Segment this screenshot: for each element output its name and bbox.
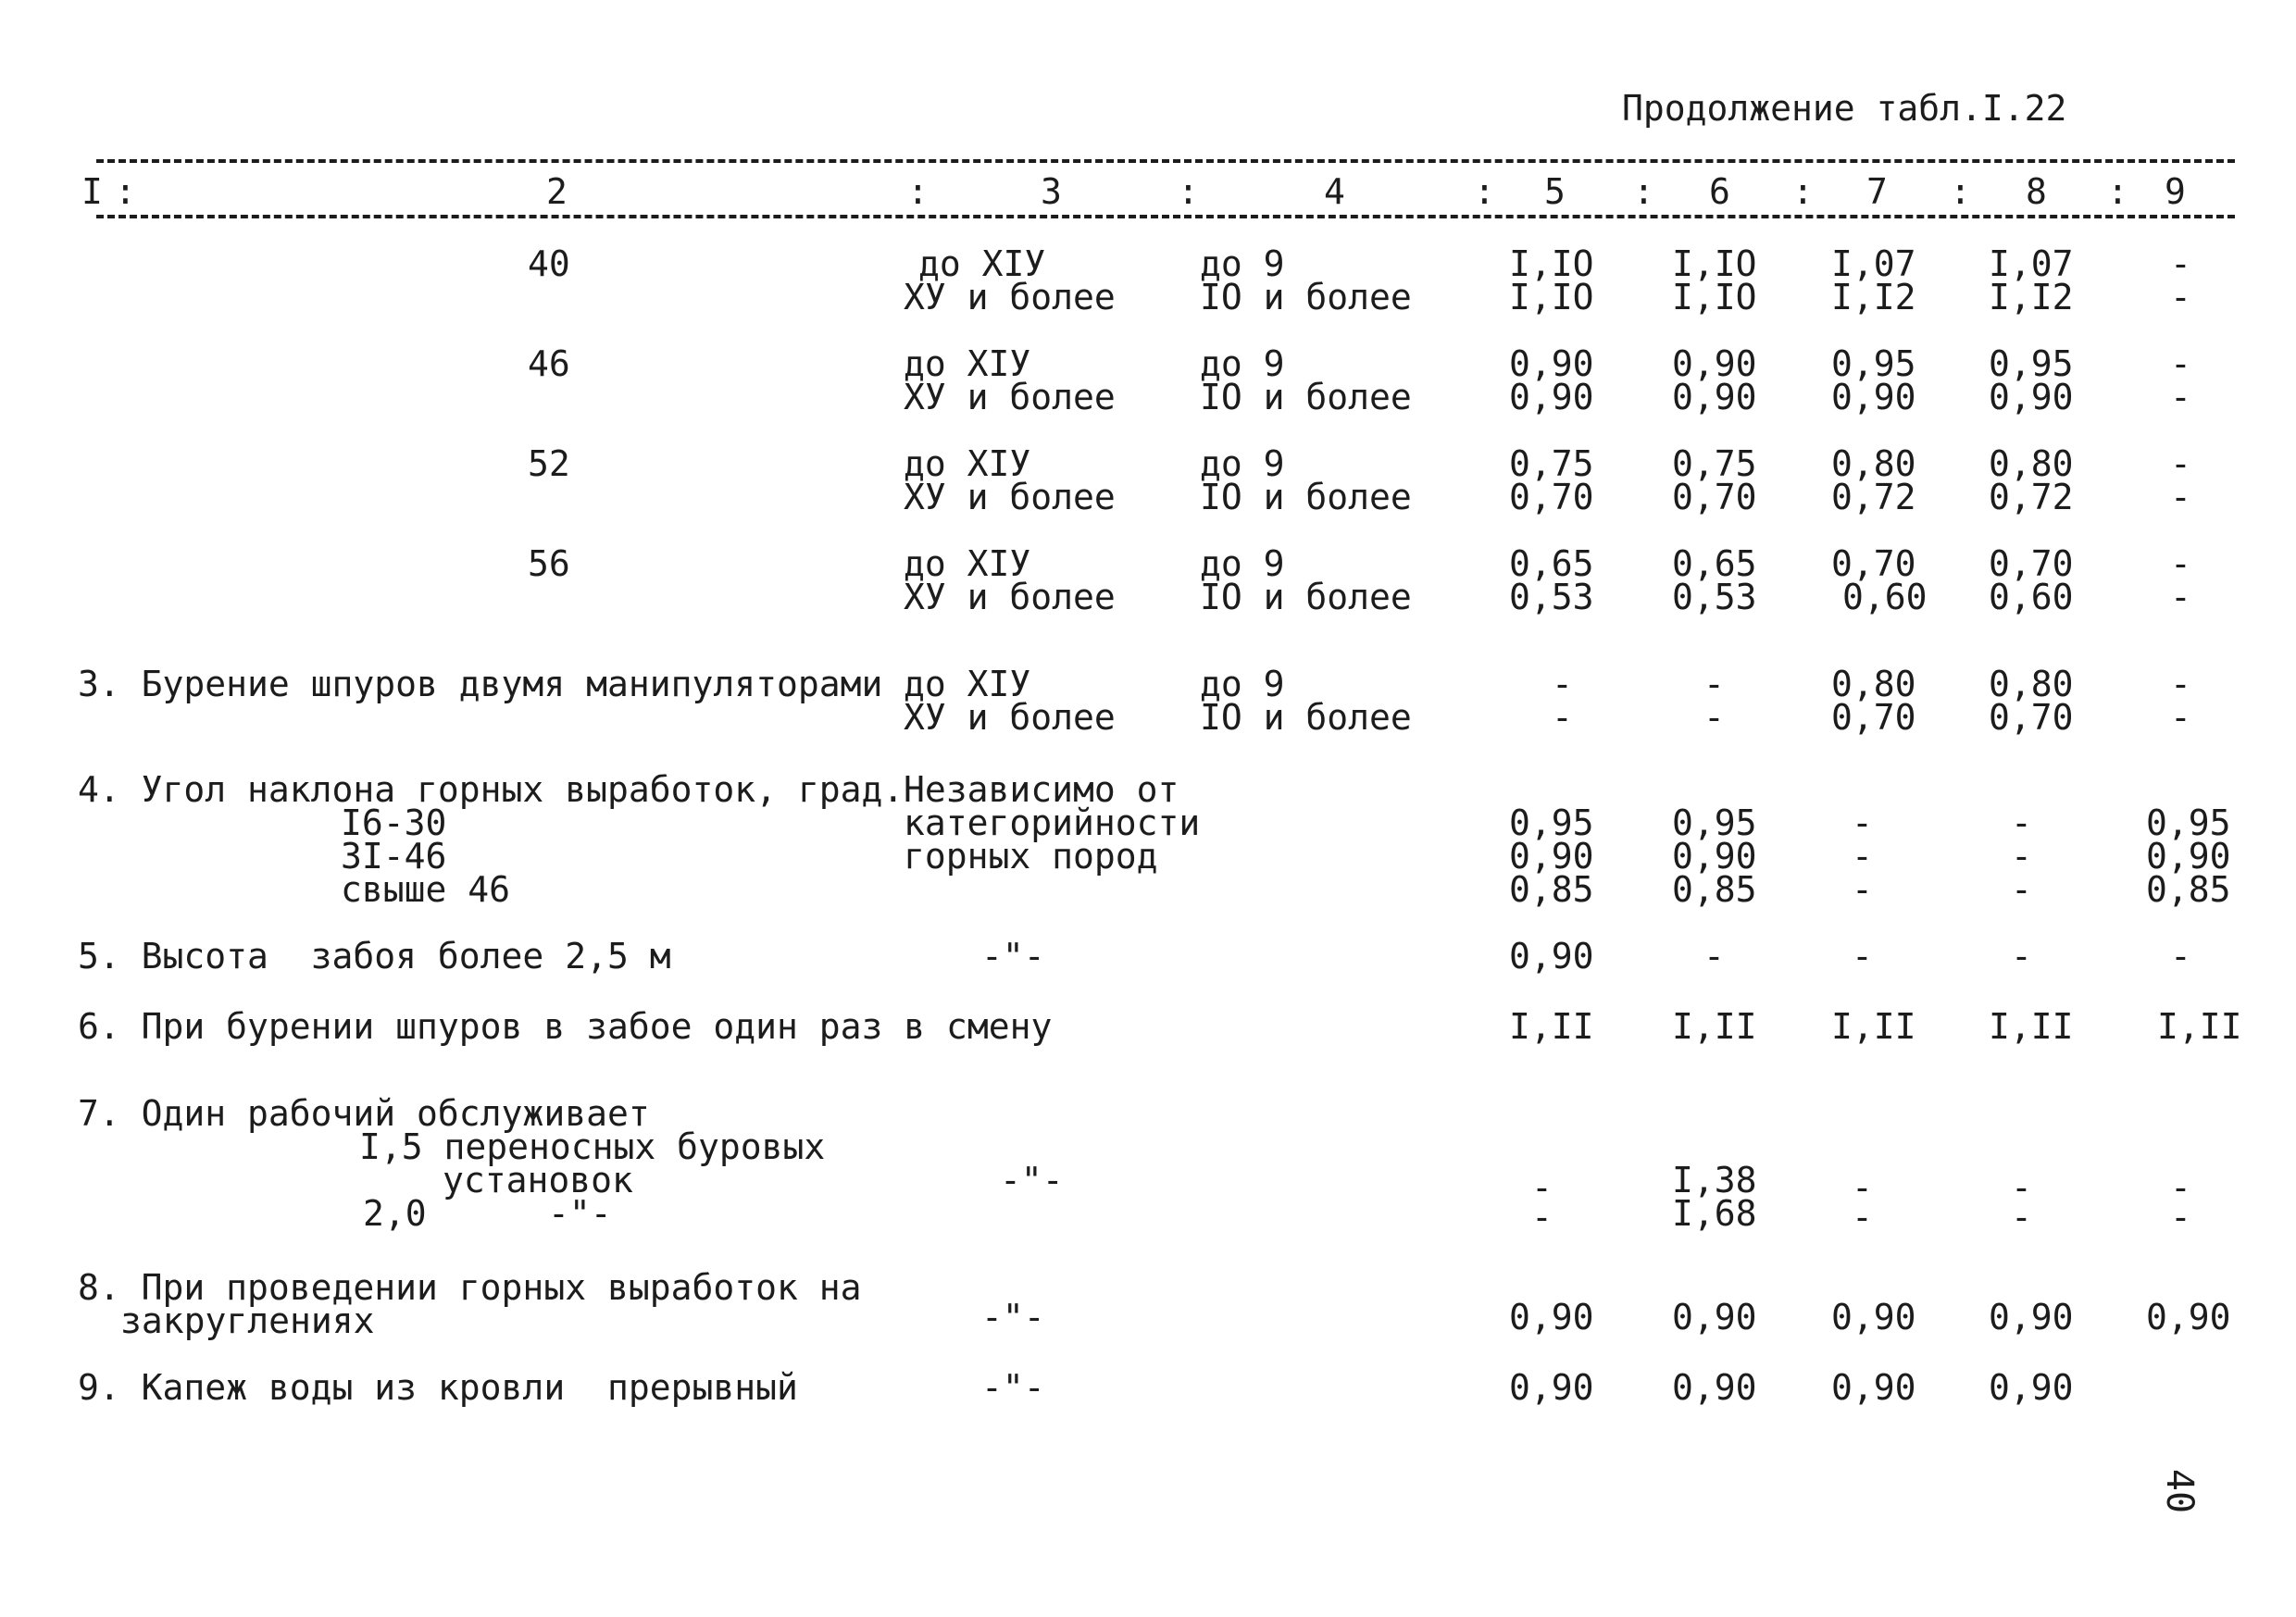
coef-cell: I,I2 [1989,277,2074,317]
hardness-range: до 9 [1200,343,1285,384]
coef-cell: 0,60 [1842,577,1928,617]
coef-cell: 0,85 [2146,869,2231,910]
coef-cell: - [2170,1167,2191,1208]
hardness-range: IO и более [1200,697,1412,738]
coef-cell: 0,95 [1672,802,1757,843]
col-header-3: 3 [1041,171,1062,212]
hardness-range: до 9 [1200,243,1285,284]
angle-range: I6-30 [341,802,447,843]
coef-cell: 0,90 [1509,1297,1594,1337]
coef-cell: - [2170,377,2191,417]
ditto-mark: -"- [1000,1160,1064,1200]
col-header-8: 8 [2026,171,2047,212]
coef-cell: 0,90 [2146,836,2231,877]
coef-cell: - [2170,343,2191,384]
coef-cell: - [2170,577,2191,617]
table-caption: Продолжение табл.I.22 [1622,88,2067,129]
coef-cell: I,I2 [1831,277,1916,317]
col-header-5: 5 [1544,171,1566,212]
coef-cell: - [2011,1197,2032,1238]
coef-cell: I,IO [1509,243,1594,284]
col-header-4: 4 [1324,171,1345,212]
col-header-sep: : [1792,171,1814,212]
coef-cell: 0,95 [1509,802,1594,843]
row-depth-label: 46 [528,343,570,384]
coef-cell: 0,95 [1831,343,1916,384]
item-3-label: 3. Бурение шпуров двумя манипуляторами [78,664,883,704]
item-4-note: категорийности [904,802,1201,843]
coef-cell: 0,65 [1672,543,1757,584]
header-bottom-rule [96,215,2235,218]
coef-cell: 0,90 [2146,1297,2231,1337]
coef-cell: 0,70 [1989,697,2074,738]
angle-range: 3I-46 [341,836,447,877]
item-7-label: 7. Один рабочий обслуживает [78,1093,650,1134]
coef-cell: I,68 [1672,1193,1757,1234]
coef-cell: - [2170,664,2191,704]
coef-cell: I,II [1989,1006,2074,1047]
coef-cell: 0,90 [1509,1367,1594,1408]
item-4-note: горных пород [904,836,1158,877]
row-depth-label: 52 [528,443,570,484]
coef-cell: - [2170,443,2191,484]
col-header-sep: : [907,171,929,212]
coef-cell: I,II [1672,1006,1757,1047]
row-depth-label: 40 [528,243,570,284]
coef-cell: - [2170,243,2191,284]
col-header-sep: : [1474,171,1495,212]
coef-cell: 0,70 [1831,543,1916,584]
coef-cell: 0,90 [1831,1367,1916,1408]
category-range: до XIУ [904,664,1031,704]
category-range: до XIУ [904,343,1031,384]
coef-cell: - [2011,802,2032,843]
category-range: ХУ и более [904,277,1116,317]
coef-cell: - [1703,664,1725,704]
coef-cell: 0,75 [1672,443,1757,484]
coef-cell: I,II [1509,1006,1594,1047]
coef-cell: I,07 [1831,243,1916,284]
hardness-range: до 9 [1200,543,1285,584]
col-header-7: 7 [1866,171,1888,212]
coef-cell: 0,90 [1509,936,1594,976]
coef-cell: - [1852,869,1873,910]
item-4-label: 4. Угол наклона горных выработок, град. [78,769,905,810]
coef-cell: 0,90 [1672,377,1757,417]
coef-cell: 0,90 [1509,836,1594,877]
coef-cell: 0,90 [1831,377,1916,417]
col-header-sep: : [2107,171,2128,212]
coef-cell: - [2170,277,2191,317]
coef-cell: 0,90 [1509,343,1594,384]
item-5-label: 5. Высота забоя более 2,5 м [78,936,671,976]
item-4-note: Независимо от [904,769,1179,810]
coef-cell: 0,90 [1672,836,1757,877]
category-range: ХУ и более [904,377,1116,417]
coef-cell: - [1552,697,1573,738]
coef-cell: - [2011,836,2032,877]
category-range: ХУ и более [904,577,1116,617]
coef-cell: - [2170,936,2191,976]
coef-cell: 0,70 [1831,697,1916,738]
row-depth-label: 56 [528,543,570,584]
coef-cell: - [2011,1167,2032,1208]
coef-cell: 0,85 [1509,869,1594,910]
category-range: до XIУ [904,443,1031,484]
coef-cell: 0,53 [1672,577,1757,617]
coef-cell: I,IO [1672,277,1757,317]
coef-cell: - [2011,936,2032,976]
hardness-range: IO и более [1200,277,1412,317]
coef-cell: 0,70 [1989,543,2074,584]
coef-cell: 0,65 [1509,543,1594,584]
item-6-label: 6. При бурении шпуров в забое один раз в смену [78,1006,1053,1047]
header-top-rule [96,159,2235,163]
item-7-sub: I,5 переносных буровых [359,1126,826,1167]
coef-cell: - [1852,836,1873,877]
coef-cell: 0,95 [1989,343,2074,384]
category-range: до XIУ [904,543,1031,584]
coef-cell: 0,90 [1672,1297,1757,1337]
coef-cell: 0,95 [2146,802,2231,843]
coef-cell: 0,80 [1831,664,1916,704]
category-range: до XIУ [918,243,1046,284]
page-number: 40 [2158,1468,2202,1514]
ditto-mark: -"- [981,1367,1045,1408]
col-header-sep: : [1633,171,1654,212]
coef-cell: 0,90 [1509,377,1594,417]
coef-cell: I,IO [1509,277,1594,317]
coef-cell: - [1531,1167,1553,1208]
col-header-2: 2 [546,171,568,212]
coef-cell: - [1703,697,1725,738]
coef-cell: I,II [2157,1006,2242,1047]
col-header-1: I [81,171,103,212]
col-header-sep: : [115,171,136,212]
coef-cell: 0,53 [1509,577,1594,617]
coef-cell: - [1852,1167,1873,1208]
coef-cell: 0,90 [1831,1297,1916,1337]
coef-cell: I,38 [1672,1160,1757,1200]
coef-cell: - [1852,1197,1873,1238]
col-header-6: 6 [1709,171,1730,212]
coef-cell: 0,75 [1509,443,1594,484]
coef-cell: - [2170,543,2191,584]
ditto-mark: -"- [548,1193,612,1234]
coef-cell: - [2011,869,2032,910]
coef-cell: I,IO [1672,243,1757,284]
hardness-range: до 9 [1200,443,1285,484]
coef-cell: - [2170,1197,2191,1238]
item-7-sub: установок [443,1160,633,1200]
category-range: ХУ и более [904,697,1116,738]
coef-cell: 0,80 [1989,664,2074,704]
coef-cell: 0,90 [1989,1367,2074,1408]
coef-cell: 0,90 [1989,1297,2074,1337]
coef-cell: - [1703,936,1725,976]
coef-cell: 0,60 [1989,577,2074,617]
coef-cell: - [2170,697,2191,738]
category-range: ХУ и более [904,477,1116,517]
item-9-label: 9. Капеж воды из кровли прерывный [78,1367,798,1408]
coef-cell: 0,90 [1672,343,1757,384]
hardness-range: IO и более [1200,577,1412,617]
coef-cell: 0,90 [1672,1367,1757,1408]
coef-cell: 0,80 [1831,443,1916,484]
hardness-range: до 9 [1200,664,1285,704]
coef-cell: 0,90 [1989,377,2074,417]
coef-cell: 0,85 [1672,869,1757,910]
coef-cell: - [1552,664,1573,704]
ditto-mark: -"- [981,936,1045,976]
coef-cell: I,07 [1989,243,2074,284]
ditto-mark: -"- [981,1297,1045,1337]
item-7-sub: 2,0 [363,1193,427,1234]
coef-cell: 0,70 [1672,477,1757,517]
coef-cell: 0,70 [1509,477,1594,517]
coef-cell: 0,80 [1989,443,2074,484]
coef-cell: 0,72 [1989,477,2074,517]
col-header-sep: : [1178,171,1199,212]
item-8-label: 8. При проведении горных выработок на [78,1267,862,1308]
hardness-range: IO и более [1200,477,1412,517]
coef-cell: - [1852,802,1873,843]
item-8-label-cont: закруглениях [120,1300,375,1341]
coef-cell: - [1531,1197,1553,1238]
coef-cell: - [1852,936,1873,976]
coef-cell: 0,72 [1831,477,1916,517]
col-header-sep: : [1950,171,1971,212]
col-header-9: 9 [2165,171,2186,212]
hardness-range: IO и более [1200,377,1412,417]
coef-cell: I,II [1831,1006,1916,1047]
coef-cell: - [2170,477,2191,517]
angle-range: свыше 46 [341,869,511,910]
